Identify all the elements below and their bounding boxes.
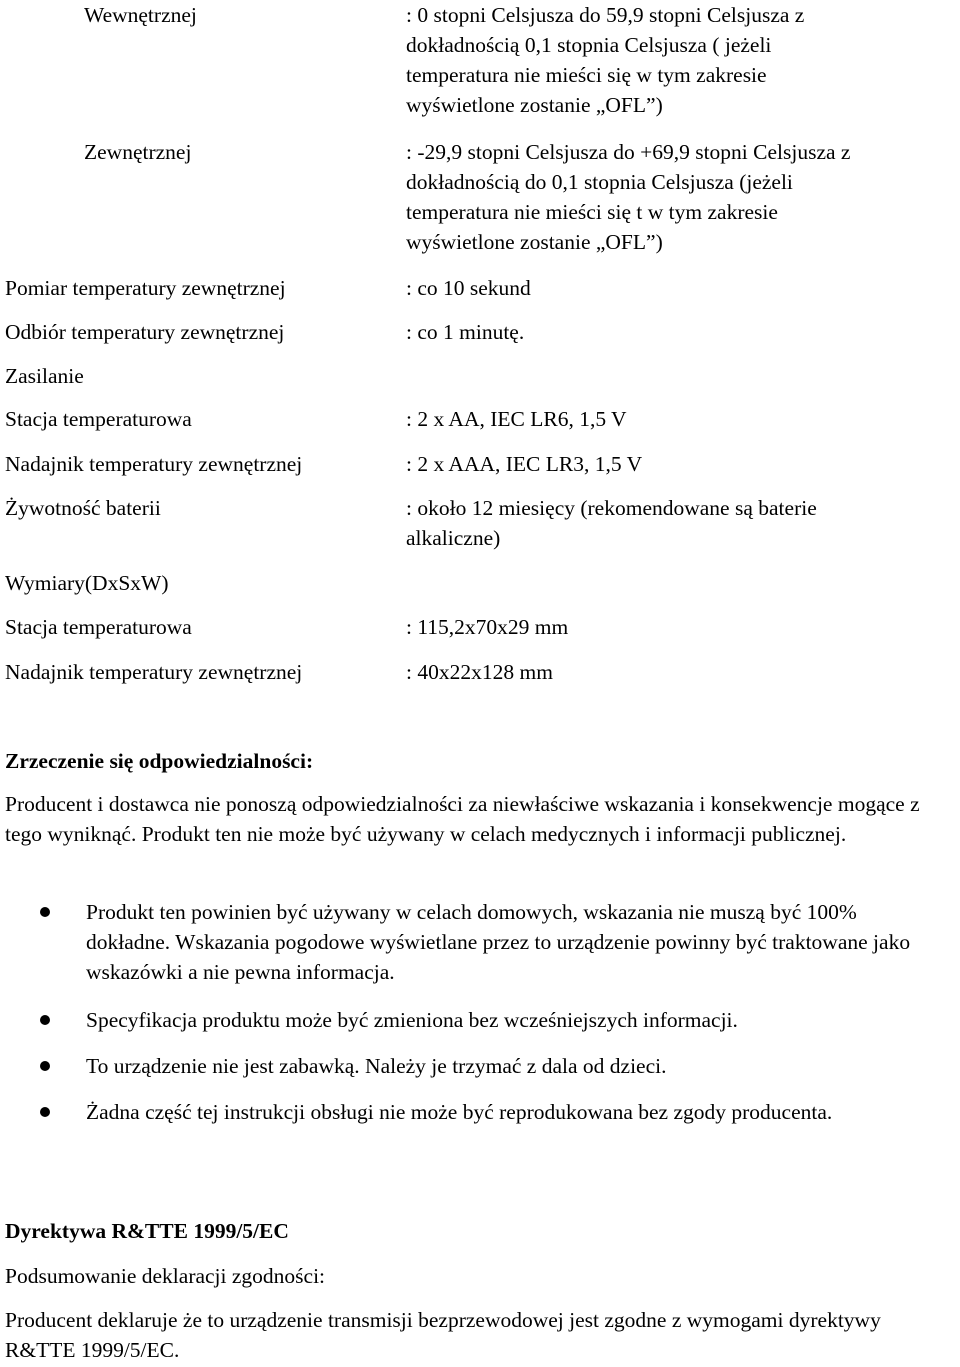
list-item-text: Żadna część tej instrukcji obsługi nie może być reprodukowana bez zgody producenta. (86, 1100, 833, 1124)
spec-label: Odbiór temperatury zewnętrznej (5, 320, 285, 344)
directive-paragraph: Producent deklaruje że to urządzenie transmisji bezprzewodowej jest zgodne z wymogami dyrektywy R&TTE 1999/5/EC. (5, 1308, 881, 1362)
bullet-icon (40, 1061, 50, 1071)
power-heading: Zasilanie (5, 364, 84, 388)
spec-value: : około 12 miesięcy (rekomendowane są baterie alkaliczne) (406, 496, 817, 550)
list-item-text: To urządzenie nie jest zabawką. Należy je trzymać z dala od dzieci. (86, 1054, 667, 1078)
spec-label: Nadajnik temperatury zewnętrznej (5, 452, 303, 476)
dimensions-heading: Wymiary(DxSxW) (5, 571, 169, 595)
spec-label: Stacja temperaturowa (5, 407, 192, 431)
spec-label: Pomiar temperatury zewnętrznej (5, 276, 286, 300)
spec-label: Nadajnik temperatury zewnętrznej (5, 660, 303, 684)
spec-label: Stacja temperaturowa (5, 615, 192, 639)
spec-value: : 2 x AA, IEC LR6, 1,5 V (406, 407, 627, 431)
spec-label: Wewnętrznej (84, 3, 197, 27)
list-item-text: Specyfikacja produktu może być zmieniona bez wcześniejszych informacji. (86, 1008, 738, 1032)
spec-value: : -29,9 stopni Celsjusza do +69,9 stopni Celsjusza z dokładnością do 0,1 stopnia Celsjusza (jeżeli temperatura nie mieści się t w tym zakresie wyświetlone zostanie „OFL”) (406, 140, 851, 254)
spec-value: : 0 stopni Celsjusza do 59,9 stopni Celsjusza z dokładnością 0,1 stopnia Celsjusza ( jeżeli temperatura nie mieści się w tym zakresie wyświetlone zostanie „OFL”) (406, 3, 805, 117)
directive-heading: Dyrektywa R&TTE 1999/5/EC (5, 1219, 289, 1243)
spec-value: : 2 x AAA, IEC LR3, 1,5 V (406, 452, 643, 476)
spec-label: Zewnętrznej (84, 140, 192, 164)
disclaimer-heading: Zrzeczenie się odpowiedzialności: (5, 749, 314, 773)
list-item-text: Produkt ten powinien być używany w celach domowych, wskazania nie muszą być 100% dokładne. Wskazania pogodowe wyświetlane przez to urządzenie powinny być traktowane jako wskazówki a nie pewna informacja. (86, 900, 911, 984)
spec-value: : 115,2x70x29 mm (406, 615, 569, 639)
bullet-icon (40, 1015, 50, 1025)
bullet-icon (40, 1107, 50, 1117)
spec-label: Żywotność baterii (5, 496, 161, 520)
bullet-icon (40, 907, 50, 917)
spec-value: : co 1 minutę. (406, 320, 525, 344)
spec-value: : 40x22x128 mm (406, 660, 553, 684)
spec-value: : co 10 sekund (406, 276, 531, 300)
disclaimer-paragraph: Producent i dostawca nie ponoszą odpowiedzialności za niewłaściwe wskazania i konsekwencje mogące z tego wyniknąć. Produkt ten nie może być używany w celach medycznych i informacji publicznej. (5, 792, 920, 846)
directive-summary-label: Podsumowanie deklaracji zgodności: (5, 1264, 326, 1288)
